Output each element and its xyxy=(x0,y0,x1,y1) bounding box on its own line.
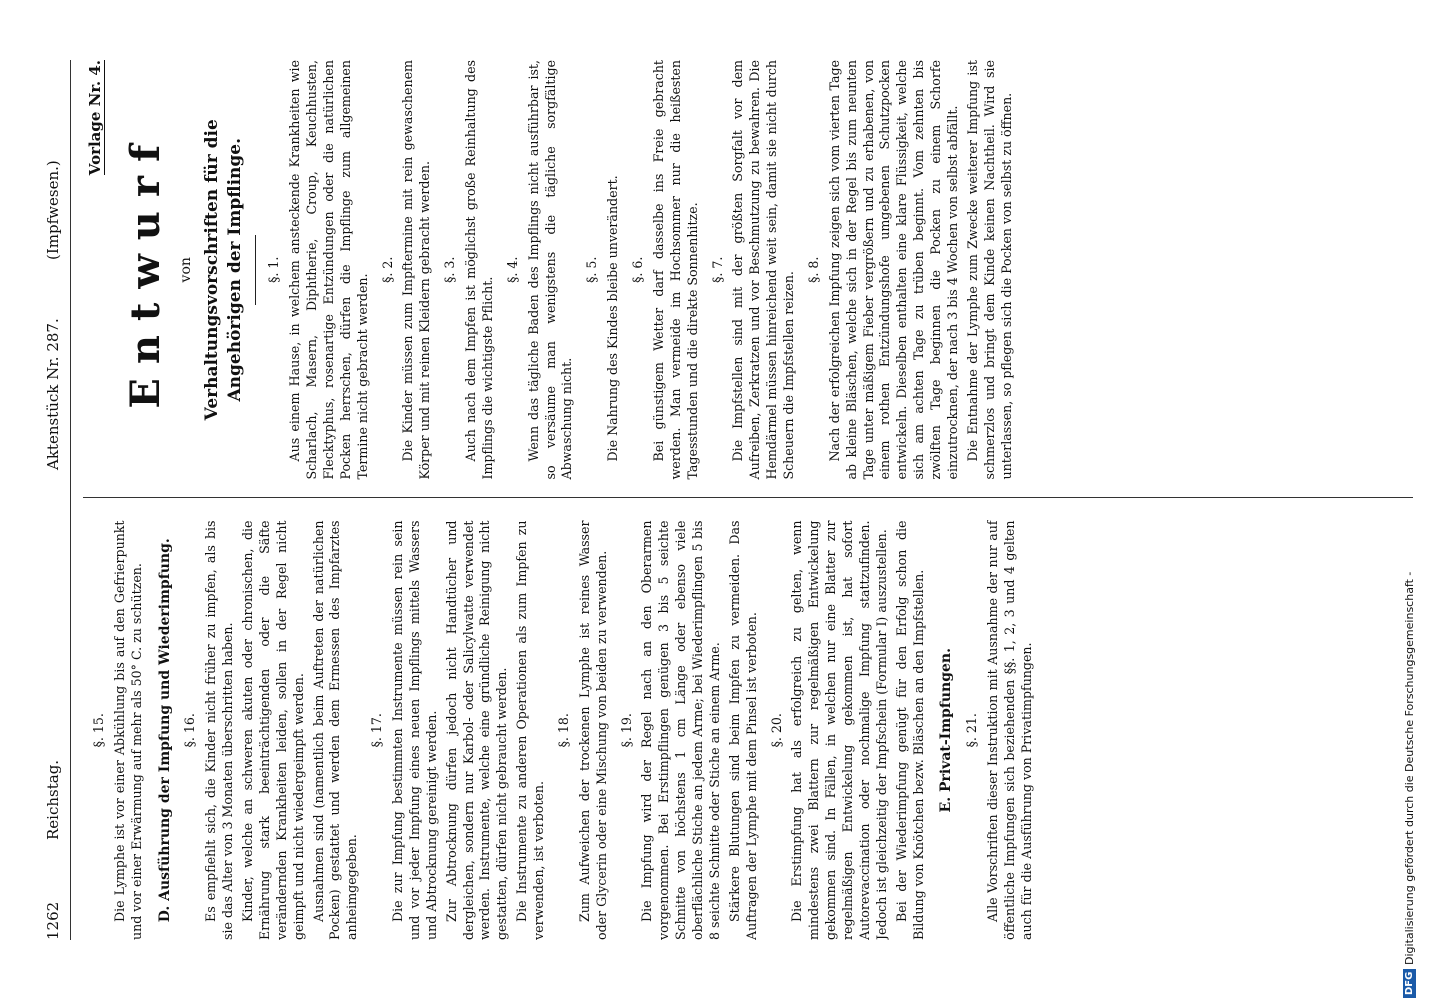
document-subtitle: Verhaltungsvorschriften für die Angehörigen der Impflinge. xyxy=(202,119,246,421)
section-number: §. 19. xyxy=(618,713,634,748)
title-von: von xyxy=(177,257,194,283)
paragraph: Die Lymphe ist vor einer Abkühlung bis auf den Gefrierpunkt und vor einer Erwärmung auf mehr als 50° C. zu schützen. xyxy=(111,520,144,940)
paragraph: Bei der Wiederimpfung genügt für den Erfolg schon die Bildung von Knötchen bezw. Bläschen an den Impfstellen. xyxy=(893,520,926,940)
section-number: §. 16. xyxy=(182,713,198,748)
paragraph: Die zur Impfung bestimmten Instrumente müssen rein sein und vor jeder Impfung eines neuen Impflings mittels Wassers und Abtrocknung gereinigt werden. xyxy=(390,520,439,940)
section-number: §. 17. xyxy=(369,713,385,748)
dfg-watermark xyxy=(1403,8,1429,998)
page-number: 1262 xyxy=(44,901,62,940)
section-number: §. 21. xyxy=(964,713,980,748)
paragraph: Ausnahmen sind (namentlich beim Auftreten der natürlichen Pocken) gestattet und werden dem Ermessen des Impfarztes anheimgegeben. xyxy=(310,520,360,940)
paragraph: Zum Aufweichen der trockenen Lymphe ist reines Wasser oder Glycerin oder eine Mischung von beiden zu verwenden. xyxy=(576,520,609,940)
section-number: §. 1. xyxy=(266,256,282,283)
section-number: §. 20. xyxy=(768,713,784,748)
document-title: Entwurf xyxy=(122,130,170,409)
paragraph: Wenn das tägliche Baden des Impflings nicht ausführbar ist, so versäume man wenigstens die tägliche sorgfältige Abwaschung nicht. xyxy=(525,60,575,480)
paragraph: Es empfiehlt sich, die Kinder nicht früher zu impfen, als bis sie das Alter von 3 Monaten überschritten haben. xyxy=(203,520,236,940)
header-right: (Impfwesen.) xyxy=(44,160,62,260)
paragraph: Die Erstimpfung hat als erfolgreich zu gelten, wenn mindestens zwei Blattern zur regelmäßigen Entwickelung gekommen sind. In Fällen, in welchen nur eine Blatter zur regelmäßigen Entwickelung gekommen ist, hat sofort Autorevaccination oder nochmalige Impfung stattzufinden. Jedoch ist gleichzeitig der Impfschein (Formular I) auszustellen. xyxy=(789,520,889,940)
paragraph: Auch nach dem Impfen ist möglichst große Reinhaltung des Impflings die wichtigste Pflicht. xyxy=(463,60,495,480)
section-number: §. 3. xyxy=(442,256,458,283)
right-blocks xyxy=(266,60,1015,480)
section-number: §. 6. xyxy=(630,256,646,283)
paragraph: Stärkere Blutungen sind beim Impfen zu vermeiden. Das Auftragen der Lymphe mit dem Pinsel ist verboten. xyxy=(726,520,759,940)
left-column xyxy=(83,521,1413,941)
page-header xyxy=(40,60,71,940)
paragraph: Zur Abtrocknung dürfen jedoch nicht Handtücher und dergleichen, sondern nur Karbol- oder Salicylwatte verwendet werden. Instrumente, welche eine gründliche Reinigung nicht gestatten, dürfen nicht gebraucht werden. xyxy=(443,520,510,940)
section-number: §. 4. xyxy=(504,256,520,283)
paragraph: Die Kinder müssen zum Impftermine mit rein gewaschenem Körper und mit reinen Kleidern gebracht werden. xyxy=(400,60,433,480)
section-number: §. 15. xyxy=(91,713,106,748)
section-number: §. 2. xyxy=(379,256,395,283)
header-center: Aktenstück Nr. 287. xyxy=(44,318,62,470)
header-left: Reichstag. xyxy=(44,759,62,840)
section-number: §. 18. xyxy=(555,713,571,748)
divider xyxy=(255,235,256,305)
paragraph: Die Impfung wird der Regel nach an den Oberarmen vorgenommen. Bei Erstimpflingen genügen 3 bis 5 seichte Schnitte von höchstens 1 cm Länge oder ebenso viele oberflächliche Stiche an jedem Arme; bei Wiederimpflingen 5 bis 8 seichte Schnitte oder Stiche an einem Arme. xyxy=(639,520,722,940)
vorlage-label: Vorlage Nr. 4. xyxy=(86,60,104,176)
section-heading: E. Privat-Impfungen. xyxy=(938,648,955,813)
dfg-logo: DFG xyxy=(1403,969,1416,998)
section-heading: D. Ausführung der Impfung und Wiederimpfung. xyxy=(156,538,173,923)
section-number: §. 5. xyxy=(584,256,600,283)
section-number: §. 7. xyxy=(709,256,725,283)
paragraph: Die Instrumente zu anderen Operationen als zum Impfen zu verwenden, ist verboten. xyxy=(514,520,546,940)
paragraph: Bei günstigem Wetter darf dasselbe ins Freie gebracht werden. Man vermeide im Hochsommer nur die heißesten Tagesstunden und die direkte Sonnenhitze. xyxy=(650,60,700,480)
paragraph: Kinder, welche an schweren akuten oder chronischen, die Ernährung stark beeinträchtigenden oder die Säfte verändernden Krankheiten leiden, sollen in der Regel nicht geimpft und nicht wiedergeimpft werden. xyxy=(240,520,306,940)
paragraph: Aus einem Hause, in welchem ansteckende Krankheiten wie Scharlach, Masern, Diphtherie, Croup, Keuchhusten, Flecktyphus, rosenartige Entzündungen oder die natürlichen Pocken herrschen, dürfen die Impflinge zum allgemeinen Termine nicht gebracht werden. xyxy=(287,60,370,480)
paragraph: Die Nahrung des Kindes bleibe unverändert. xyxy=(605,175,621,462)
section-number: §. 8. xyxy=(805,256,821,283)
right-column xyxy=(83,60,1413,499)
paragraph: Alle Vorschriften dieser Instruktion mit Ausnahme der nur auf öffentliche Impfungen sich beziehenden §§. 1, 2, 3 und 4 gelten auch für die Ausführung von Privatimpfungen. xyxy=(985,520,1034,940)
paragraph: Nach der erfolgreichen Impfung zeigen sich vom vierten Tage ab kleine Bläschen, welche sich in der Regel bis zum neunten Tage unter mäßigem Fieber vergrößern und zu erhabenen, von einem rothen Entzündungshofe umgebenen Schutzpocken entwickeln. Dieselben enthalten eine klare Flüssigkeit, welche sich am achten Tage zu trüben beginnt. Vom zehnten bis zwölften Tage beginnen die Pocken zu einem Schorfe einzutrocknen, der nach 3 bis 4 Wochen von selbst abfällt. xyxy=(826,60,960,480)
paragraph: Die Entnahme der Lymphe zum Zwecke weiterer Impfung ist schmerzlos und bringt dem Kinde keinen Nachtheil. Wird sie unterlassen, so pflegen sich die Pocken von selbst zu öffnen. xyxy=(964,60,1014,480)
dfg-watermark-text: Digitalisierung gefördert durch die Deutsche Forschungsgemeinschaft - xyxy=(1403,571,1416,965)
paragraph: Die Impfstellen sind mit der größten Sorgfalt vor dem Aufreiben, Zerkratzen und vor Beschmutzung zu bewahren. Die Hemdärmel müssen hinreichend weit sein, damit sie nicht durch Scheuern die Impfstellen reizen. xyxy=(730,60,797,480)
